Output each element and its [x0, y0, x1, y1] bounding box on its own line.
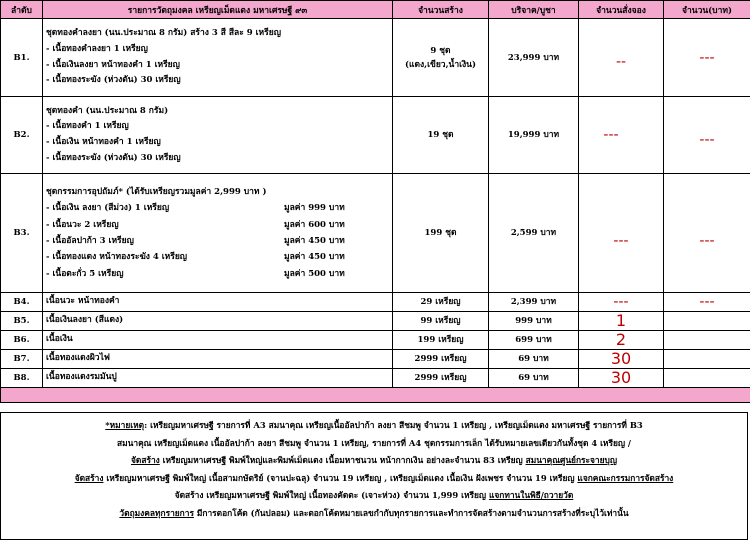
item-value: มูลค่า 600 บาท	[284, 219, 345, 230]
row-quantity: 99 เหรียญ	[393, 312, 489, 331]
header-quantity: จำนวนสร้าง	[393, 1, 489, 19]
quantity-note: (แดง,เขียว,น้ำเงิน)	[404, 59, 477, 70]
header-items: รายการวัตถุมงคล เหรียญเม็ดแตง มหาเศรษฐี ๙๓	[43, 1, 393, 19]
note-label: จัดสร้าง	[74, 472, 104, 483]
table-row	[1, 19, 750, 97]
row-quantity: 2999 เหรียญ	[393, 350, 489, 369]
header-price: บริจาค/บูชา	[489, 1, 579, 19]
row-item: เนื้อทองแดงผิวไฟ	[43, 350, 393, 369]
item-line: - เนื้อเงิน หน้าทองคำ 1 เหรียญ	[46, 137, 161, 147]
row-item: เนื้อเงิน	[43, 331, 393, 350]
note-tail: แจกคณะกรรมการจัดสร้าง	[577, 472, 674, 483]
row-quantity	[393, 19, 489, 97]
order-qty-cell[interactable]	[579, 174, 664, 293]
order-qty-value: 1	[615, 311, 627, 330]
table-row	[1, 331, 750, 350]
header-amount: จำนวน(บาท)	[664, 1, 750, 19]
row-code: B6.	[1, 331, 43, 350]
row-quantity: 2999 เหรียญ	[393, 369, 489, 388]
table-footer-band	[1, 388, 750, 403]
row-price: 2,399 บาท	[489, 293, 579, 312]
header-order-qty: จำนวนสั่งจอง	[579, 1, 664, 19]
row-price: 69 บาท	[489, 369, 579, 388]
item-text: - เนื้อทองแดง หน้าทองระฆัง 4 เหรียญ	[46, 252, 188, 263]
amount-value: ---	[699, 233, 715, 249]
row-price: 999 บาท	[489, 312, 579, 331]
row-code: B7.	[1, 350, 43, 369]
note-text: มีการตอกโค้ด (กันปลอม) และตอกโค้ดหมายเลขกำกับทุกรายการและทำการจัดสร้างตามจำนวนการสร้างที่ระบุไว้เท่านั้น	[193, 507, 629, 518]
note-tail: แจกทานในพิธี/ถวายวัด	[488, 490, 574, 501]
row-items	[43, 97, 393, 174]
row-items	[43, 19, 393, 97]
item-line: - เนื้อทองระฆัง (ห่วงตัน) 30 เหรียญ	[46, 152, 181, 163]
note-label: วัตถุมงคลทุกรายการ	[119, 507, 194, 518]
amount-value: ---	[699, 132, 715, 148]
row-code: B3.	[1, 174, 43, 293]
table-row	[1, 174, 750, 293]
item-line: - เนื้อทองระฆัง (ห่วงตัน) 30 เหรียญ	[46, 75, 181, 86]
table-row	[1, 293, 750, 312]
row-item: เนื้อนวะ หน้าทองคำ	[43, 293, 393, 312]
amount-value: ---	[699, 294, 715, 310]
order-qty-cell[interactable]	[579, 331, 664, 350]
item-line: - เนื้อทองคำลงยา 1 เหรียญ	[46, 43, 148, 54]
note-text: : เหรียญมหาเศรษฐี รายการที่ A3 สมนาคุณ เหรียญเนื้ออัลปาก้า ลงยา สีชมพู จำนวน 1 เหรียญ , เหรียญเม็ดแตง มหาเศรษฐี รายการที่ B3	[144, 420, 643, 430]
item-line: - เนื้อทองคำ 1 เหรียญ	[46, 121, 129, 132]
notes-section	[0, 412, 748, 540]
item-value: มูลค่า 999 บาท	[284, 203, 345, 214]
row-code: B4.	[1, 293, 43, 312]
note-label: จัดสร้าง	[130, 455, 160, 466]
amount-cell[interactable]	[664, 312, 750, 331]
note-line-3	[1, 452, 747, 470]
amount-cell[interactable]	[664, 293, 750, 312]
item-value: มูลค่า 500 บาท	[284, 268, 345, 279]
item-line: ชุดทองคำลงยา (นน.ประมาณ 8 กรัม) สร้าง 3 สี สีละ 9 เหรียญ	[46, 28, 281, 39]
amount-cell[interactable]	[664, 97, 750, 174]
table-row	[1, 97, 750, 174]
row-price: 69 บาท	[489, 350, 579, 369]
item-line	[46, 249, 389, 265]
amount-cell[interactable]	[664, 331, 750, 350]
order-qty-cell[interactable]	[579, 97, 664, 174]
note-line-2: สมนาคุณ เหรียญเม็ดแตง เนื้ออัลปาก้า ลงยา สีชมพู จำนวน 1 เหรียญ, รายการที่ A4 ชุดกรรมการเล็ก ได้รับหมายเลขเดียวกันทั้งชุด 4 เหรียญ /	[117, 437, 631, 448]
row-price: 699 บาท	[489, 331, 579, 350]
note-line-1	[1, 417, 747, 435]
order-qty-value: --	[615, 53, 627, 70]
row-price: 2,599 บาท	[489, 174, 579, 293]
note-label: *หมายเหตุ	[105, 420, 145, 430]
amount-cell[interactable]	[664, 350, 750, 369]
item-line: ชุดทองคำ (นน.ประมาณ 8 กรัม)	[46, 105, 169, 116]
item-line	[46, 217, 389, 233]
note-text: จัดสร้าง เหรียญมหาเศรษฐี พิมพ์ใหญ่ เนื้อทองคัดตะ (เจาะห่วง) จำนวน 1,999 เหรียญ	[174, 490, 489, 501]
order-qty-cell[interactable]	[579, 293, 664, 312]
item-line	[46, 200, 389, 216]
item-value: มูลค่า 450 บาท	[284, 236, 345, 246]
item-text: - เนื้อเงิน ลงยา (สีม่วง) 1 เหรียญ	[46, 203, 170, 214]
item-line: - เนื้อเงินลงยา หน้าทองคำ 1 เหรียญ	[46, 59, 180, 70]
header-no: ลำดับ	[1, 1, 43, 19]
order-qty-value: 2	[615, 330, 627, 349]
order-qty-value: ---	[603, 127, 619, 143]
amount-cell[interactable]	[664, 174, 750, 293]
note-line-4	[1, 470, 747, 488]
footer-band-cell	[1, 388, 750, 403]
order-qty-value: 30	[610, 349, 632, 368]
order-qty-value: 30	[610, 368, 632, 387]
table-row	[1, 350, 750, 369]
row-item: เนื้อทองแดงรมมันปู	[43, 369, 393, 388]
row-item: เนื้อเงินลงยา (สีแดง)	[43, 312, 393, 331]
order-qty-cell[interactable]	[579, 369, 664, 388]
amount-cell[interactable]	[664, 369, 750, 388]
row-code: B8.	[1, 369, 43, 388]
item-value: มูลค่า 450 บาท	[284, 252, 345, 263]
order-qty-value: ---	[613, 294, 629, 310]
item-line	[46, 266, 389, 282]
row-price: 23,999 บาท	[489, 19, 579, 97]
note-text: เหรียญมหาเศรษฐี พิมพ์ใหญ่ เนื้อสามกษัตริย์ (จานปะฉลุ) จำนวน 19 เหรียญ , เหรียญเม็ดแตง เนื้อเงิน ฝังเพชร จำนวน 19 เหรียญ	[103, 472, 578, 483]
order-qty-cell[interactable]	[579, 350, 664, 369]
row-quantity: 199 เหรียญ	[393, 331, 489, 350]
row-code: B2.	[1, 97, 43, 174]
table-row	[1, 312, 750, 331]
note-line-6	[1, 505, 747, 523]
row-items	[43, 174, 393, 293]
item-text: - เนื้อตะกั่ว 5 เหรียญ	[46, 268, 124, 279]
quantity-value: 9 ชุด	[430, 45, 451, 56]
note-line-5	[1, 487, 747, 505]
item-text: - เนื้ออัลปาก้า 3 เหรียญ	[46, 236, 134, 246]
item-line	[46, 233, 389, 249]
order-qty-cell[interactable]	[579, 312, 664, 331]
order-qty-cell[interactable]	[579, 19, 664, 97]
amount-cell[interactable]	[664, 19, 750, 97]
row-code: B1.	[1, 19, 43, 97]
row-quantity: 29 เหรียญ	[393, 293, 489, 312]
item-line: ชุดกรรมการอุปถัมภ์* (ได้รับเหรียญรวมมูลค่า 2,999 บาท )	[46, 186, 267, 197]
table-row	[1, 369, 750, 388]
note-tail: สมนาคุณศูนย์กระจายบุญ	[525, 455, 617, 466]
order-qty-value: ---	[613, 233, 629, 249]
row-price: 19,999 บาท	[489, 97, 579, 174]
amount-value: ---	[699, 49, 715, 66]
table-header-row	[1, 1, 750, 19]
row-quantity: 19 ชุด	[393, 97, 489, 174]
row-quantity: 199 ชุด	[393, 174, 489, 293]
row-code: B5.	[1, 312, 43, 331]
item-text: - เนื้อนวะ 2 เหรียญ	[46, 219, 119, 230]
note-text: เหรียญมหาเศรษฐี พิมพ์ใหญ่และพิมพ์เม็ดแตง เนื้อมหาชนวน หน้ากากเงิน อย่างละจำนวน 83 เหรียญ	[159, 455, 526, 466]
